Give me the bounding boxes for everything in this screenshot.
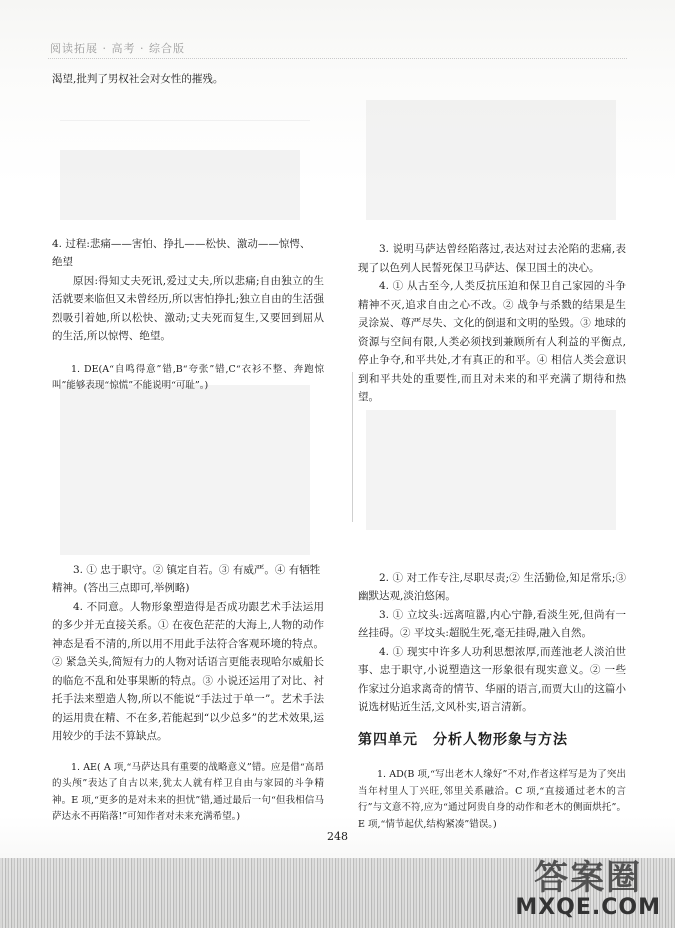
answer-4-peace: 4. ① 从古至今,人类反抗压迫和保卫自己家园的斗争精神不灭,追求自由之心不改。② 战争与杀戮的结果是生灵涂炭、尊严尽失、文化的倒退和文明的坠毁。③ 地球的资源与空间有限,人类必须找到兼顾所有人利益的平衡点,停止争夺,和平共处,才有真正的和平。④ 相信人类会意识到和平共处的重要性,而且对未来的和平充满了期待和热望。 [358, 280, 626, 403]
answer-4-reality: 4. ① 现实中许多人功利思想浓厚,而莲池老人淡泊世事、忠于职守,小说塑造这一形象很有现实意义。② 一些作家过分追求离奇的情节、华丽的语言,而贾大山的这篇小说选材贴近生活,文风朴实,语言清新。 [358, 645, 626, 713]
answer-4-process-line2: 绝望 [52, 256, 73, 268]
bleed-through-right-1 [366, 100, 616, 220]
answer-1-de: 1. DE(A“自鸣得意”错,B“夸张”错,C“衣衫不整、奔跑惊叫”能够表现“惊慌”不能说明“可耻”。) [52, 363, 324, 391]
left-top-paragraph: 渴望,批判了男权社会对女性的摧残。 [52, 73, 224, 85]
answer-4-process-line1: 4. 过程:悲痛——害怕、挣扎——松快、激动——惊愕、 [52, 237, 311, 250]
answer-2-character: 2. ① 对工作专注,尽职尽责;② 生活勤俭,知足常乐;③ 幽默达观,淡泊悠闲。 [358, 571, 626, 602]
page-number: 248 [327, 830, 348, 843]
blank-space [52, 395, 324, 561]
answer-4-reason: 原因:得知丈夫死讯,爱过丈夫,所以悲痛;自由独立的生活就要来临但又未曾经历,所以害怕挣扎;独立自由的生活强烈吸引着她,所以松快、激动;丈夫死而复生,又要回到屈从的生活,所以惊愕、绝望。 [52, 274, 324, 342]
column-fold-line [352, 372, 353, 522]
blank-space [358, 717, 626, 731]
blank-space [52, 346, 324, 362]
watermark [515, 860, 661, 920]
left-column [52, 70, 324, 826]
blank-space [358, 749, 626, 767]
right-column [358, 240, 626, 833]
unit-title: 第四单元 分析人物形象与方法 [358, 731, 568, 748]
watermark-logo: 答案圈 [534, 858, 643, 898]
blank-space [358, 407, 626, 569]
blank-space [52, 89, 324, 235]
answer-3-masada: 3. 说明马萨达曾经陷落过,表达对过去沦陷的悲痛,表现了以色列人民誓死保卫马萨达、保卫国土的决心。 [358, 243, 626, 274]
answer-1-ad: 1. AD(B 项,“写出老木人缘好”不对,作者这样写是为了突出当年村里人丁兴旺,邻里关系融洽。C 项,“直接通过老木的言行”与文意不符,应为“通过阿贵自身的动作和老木的侧面烘托”。E 项,“情节起伏,结构紧凑”错误。) [358, 769, 626, 830]
answer-1-ae: 1. AE( A 项,“马萨达具有重要的战略意义”错。应是借“高昂的头颅”表达了自古以来,犹太人就有样卫自由与家园的斗争精神。E 项,“更多的是对未来的担忧”错,通过最后一句“但我相信马萨达永不再陷落!”可知作者对未来充满希望。) [52, 761, 324, 822]
answer-3-grave: 3. ① 立坟头:远离喧嚣,内心宁静,看淡生死,但尚有一丝挂碍。② 平坟头:超脱生死,毫无挂碍,融入自然。 [358, 608, 626, 639]
answer-4-disagree: 4. 不同意。人物形象塑造得是否成功跟艺术手法运用的多少并无直接关系。① 在夜色茫茫的大海上,人物的动作神态是看不清的,所以用不用此手法符合客观环境的特点。② 紧急关头,简短有力的人物对话语言更能表现哈尔威船长的临危不乱和处事果断的特点。③ 小说还运用了对比、衬托手法来塑造人物,所以不能说“手法过于单一”。艺术手法的运用贵在精、不在多,若能起到“以少总多”的艺术效果,运用较少的手法不算缺点。 [52, 600, 324, 742]
watermark-url: MXQE.COM [515, 895, 661, 920]
header-rule [48, 58, 627, 59]
answer-3-line2: 精神。(答出三点即可,举例略) [52, 582, 190, 594]
answer-3-line1: 3. ① 忠于职守。② 镇定自若。③ 有威严。④ 有牺牲 [73, 563, 321, 576]
blank-space [52, 746, 324, 760]
running-header: 阅读拓展 · 高考 · 综合版 [50, 42, 185, 55]
